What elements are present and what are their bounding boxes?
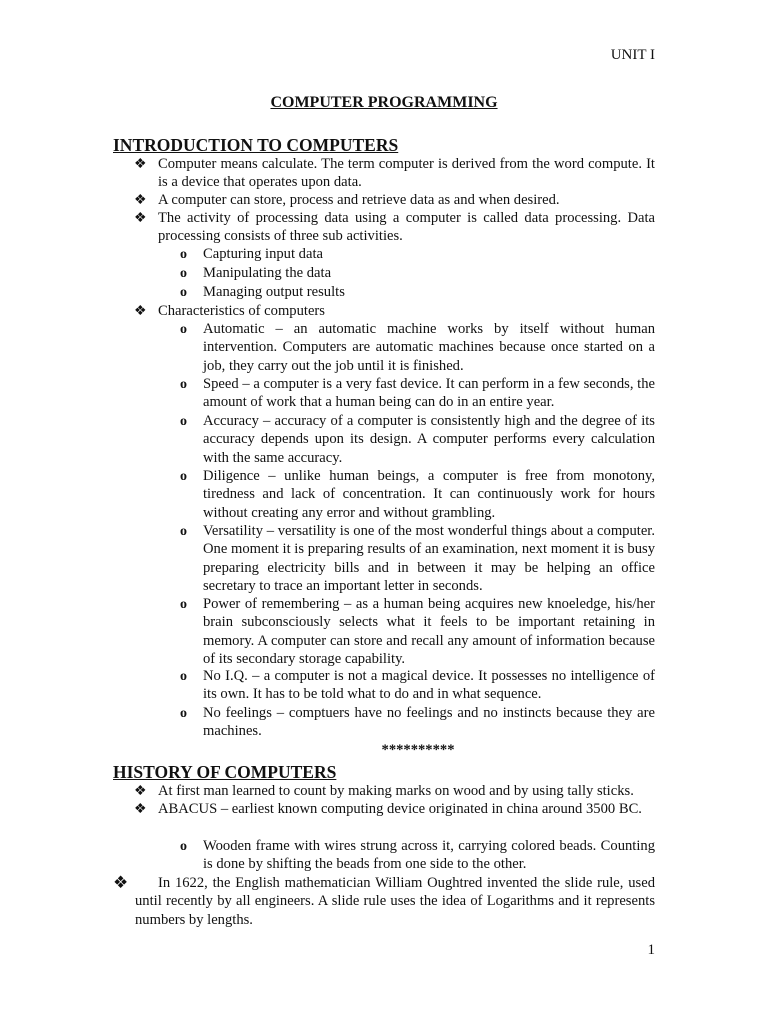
page-number: 1 bbox=[647, 942, 655, 958]
section-separator: ********** bbox=[381, 742, 455, 758]
bullet-text: At first man learned to count by making marks on wood and by using tally sticks. bbox=[158, 783, 634, 799]
bullet-text: The activity of processing data using a computer is called data processing. Data processing consists of three sub activities. bbox=[158, 210, 655, 245]
page-title: COMPUTER PROGRAMMING bbox=[270, 94, 498, 111]
diamond-bullet-icon: ❖ bbox=[134, 304, 147, 319]
diamond-bullet-icon: ❖ bbox=[113, 873, 129, 892]
characteristic-text: Automatic – an automatic machine works by itself without human intervention. Computers are automatic machines because once started on a job, they carry out the job until it is finished. bbox=[203, 321, 655, 374]
diamond-bullet-icon: ❖ bbox=[134, 157, 147, 172]
characteristic-text: Speed – a computer is a very fast device. It can perform in a few seconds, the amount of work that a human being can do in an entire year. bbox=[203, 376, 655, 411]
circle-bullet-icon: o bbox=[180, 469, 187, 484]
characteristic-text: No I.Q. – a computer is not a magical device. It possesses no intelligence of its own. It has to be told what to do and in what sequence. bbox=[203, 668, 655, 703]
diamond-bullet-icon: ❖ bbox=[134, 802, 147, 817]
sub-bullet-text: Managing output results bbox=[203, 284, 345, 300]
characteristic-text: Versatility – versatility is one of the most wonderful things about a computer. One moment it is preparing results of an examination, next moment it is busy preparing electricity bills and in between it may be helping an office secretary to trace an important letter in seconds. bbox=[203, 523, 655, 594]
characteristic-text: Accuracy – accuracy of a computer is consistently high and the degree of its accuracy depends upon its design. A computer performs every calculation with the same accuracy. bbox=[203, 413, 655, 466]
bullet-text: Characteristics of computers bbox=[158, 303, 325, 319]
circle-bullet-icon: o bbox=[180, 285, 187, 300]
bullet-text: Computer means calculate. The term computer is derived from the word compute. It is a device that operates upon data. bbox=[158, 156, 655, 191]
bullet-text: ABACUS – earliest known computing device originated in china around 3500 BC. bbox=[158, 801, 642, 817]
circle-bullet-icon: o bbox=[180, 377, 187, 392]
bullet-text: A computer can store, process and retrieve data as and when desired. bbox=[158, 192, 560, 208]
circle-bullet-icon: o bbox=[180, 597, 187, 612]
sub-bullet-text: Capturing input data bbox=[203, 246, 323, 262]
characteristic-text: Power of remembering – as a human being acquires new knoeledge, his/her brain subconsciously selects what it feels to be important retaining in memory. A computer can store and recall any amount of information because of its secondary storage capability. bbox=[203, 596, 655, 667]
sub-bullet-text: Manipulating the data bbox=[203, 265, 332, 281]
slide-rule-paragraph: In 1622, the English mathematician William Oughtred invented the slide rule, used until recently by all engineers. A slide rule uses the idea of Logarithms and it represents numbers by lengths. bbox=[135, 875, 655, 928]
circle-bullet-icon: o bbox=[180, 524, 187, 539]
characteristic-text: No feelings – comptuers have no feelings and no instincts because they are machines. bbox=[203, 705, 655, 740]
unit-label: UNIT I bbox=[610, 47, 655, 63]
section-heading-history: HISTORY OF COMPUTERS bbox=[113, 762, 337, 782]
circle-bullet-icon: o bbox=[180, 247, 187, 262]
circle-bullet-icon: o bbox=[180, 414, 187, 429]
sub-bullet-text: Wooden frame with wires strung across it, carrying colored beads. Counting is done by shifting the beads from one side to the other. bbox=[203, 838, 655, 873]
circle-bullet-icon: o bbox=[180, 322, 187, 337]
diamond-bullet-icon: ❖ bbox=[134, 211, 147, 226]
diamond-bullet-icon: ❖ bbox=[134, 193, 147, 208]
circle-bullet-icon: o bbox=[180, 706, 187, 721]
characteristic-text: Diligence – unlike human beings, a computer is free from monotony, tiredness and lack of concentration. It can continuously work for hours without creating any error and without grambling. bbox=[203, 468, 655, 521]
diamond-bullet-icon: ❖ bbox=[134, 784, 147, 799]
section-heading-introduction: INTRODUCTION TO COMPUTERS bbox=[113, 135, 399, 155]
circle-bullet-icon: o bbox=[180, 266, 187, 281]
circle-bullet-icon: o bbox=[180, 839, 187, 854]
circle-bullet-icon: o bbox=[180, 669, 187, 684]
